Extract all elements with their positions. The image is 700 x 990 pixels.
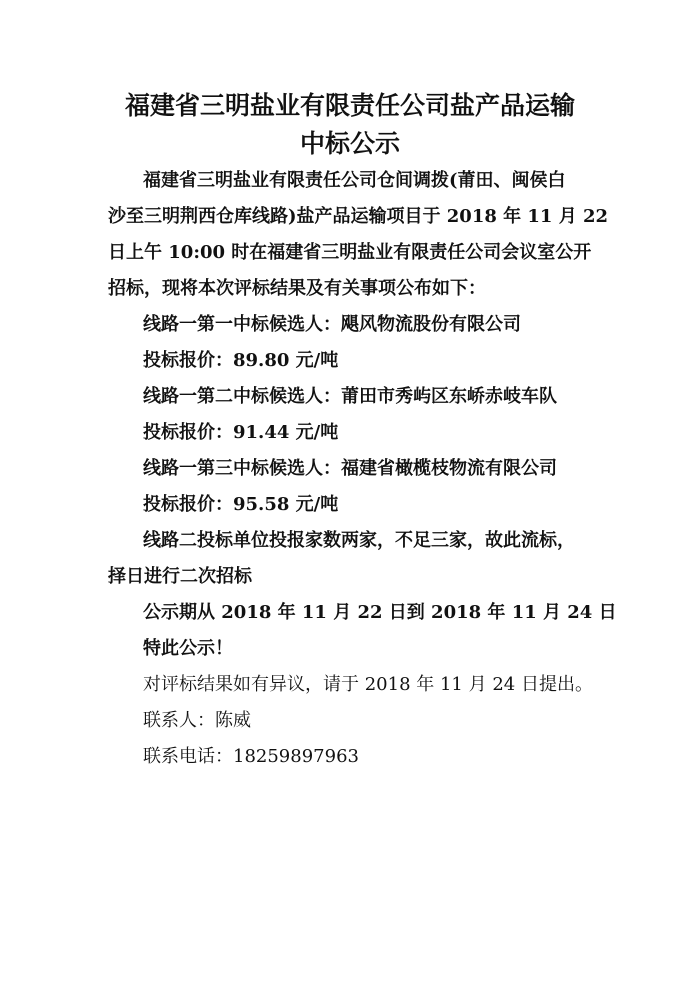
intro-line-1: 福建省三明盐业有限责任公司仓间调拨(莆田、闽侯白 bbox=[143, 170, 566, 191]
route2-line-2: 择日进行二次招标 bbox=[108, 566, 252, 587]
candidate-2-price: 投标报价：91.44 元/吨 bbox=[143, 422, 339, 443]
hereby-announced: 特此公示！ bbox=[143, 638, 233, 659]
candidate-3-label: 线路一第三中标候选人：福建省橄榄枝物流有限公司 bbox=[143, 458, 557, 479]
route2-line-1: 线路二投标单位投报家数两家，不足三家，故此流标， bbox=[143, 530, 575, 551]
candidate-2-label: 线路一第二中标候选人：莆田市秀屿区东峤赤岐车队 bbox=[143, 386, 557, 407]
intro-line-2: 沙至三明荆西仓库线路)盐产品运输项目于 2018 年 11 月 22 bbox=[108, 206, 609, 227]
candidate-3-price: 投标报价：95.58 元/吨 bbox=[143, 494, 339, 515]
candidate-1-price: 投标报价：89.80 元/吨 bbox=[143, 350, 339, 371]
intro-line-3: 日上午 10:00 时在福建省三明盐业有限责任公司会议室公开 bbox=[108, 242, 592, 263]
contact-person: 联系人：陈威 bbox=[143, 710, 251, 731]
contact-phone: 联系电话：18259897963 bbox=[143, 746, 359, 767]
objection-notice: 对评标结果如有异议，请于 2018 年 11 月 24 日提出。 bbox=[143, 674, 593, 695]
publicity-period: 公示期从 2018 年 11 月 22 日到 2018 年 11 月 24 日 bbox=[143, 602, 617, 623]
document-title-line2: 中标公示 bbox=[299, 129, 400, 158]
intro-line-4: 招标，现将本次评标结果及有关事项公布如下： bbox=[108, 278, 486, 299]
candidate-1-label: 线路一第一中标候选人：飓风物流股份有限公司 bbox=[143, 314, 521, 335]
document-title-line1: 福建省三明盐业有限责任公司盐产品运输 bbox=[124, 91, 575, 120]
